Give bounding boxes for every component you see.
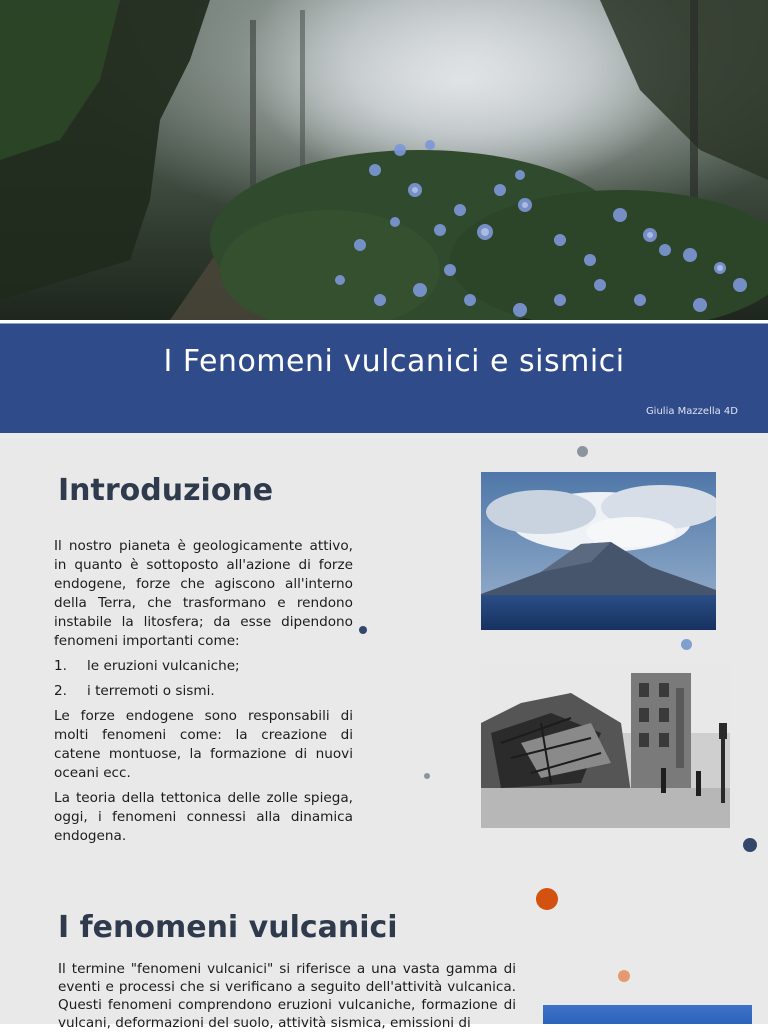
list-item: [54, 657, 353, 676]
decorative-dot: [577, 446, 588, 457]
page-title: I Fenomeni vulcanici e sismici: [163, 344, 625, 379]
decorative-dot: [424, 773, 430, 779]
intro-paragraph-1: Il nostro pianeta è geologicamente attivo, in quanto è sottoposto all'azione di forze endogene, forze che agiscono all'interno della Terra, che trasformano e rendono instabile la litosfera; da esse dipendono fenomeni importanti come:: [54, 538, 353, 649]
list-text: i terremoti o sismi.: [87, 683, 215, 699]
volcanic-heading: I fenomeni vulcanici: [58, 910, 398, 945]
author-name: Giulia Mazzella 4D: [645, 406, 738, 417]
intro-paragraph-3: La teoria della tettonica delle zolle spiega, oggi, i fenomeni connessi alla dinamica endogena.: [54, 790, 353, 844]
decorative-dot: [681, 639, 692, 650]
title-banner: [0, 323, 768, 433]
blue-image-partial: [543, 1005, 752, 1024]
decorative-dot: [536, 888, 558, 910]
list-text: le eruzioni vulcaniche;: [87, 658, 240, 674]
volcano-island-photo: [481, 472, 716, 630]
list-number: 1.: [54, 658, 67, 674]
forest-hydrangea-photo: [0, 0, 768, 320]
list-item: [54, 682, 353, 701]
decorative-dot: [618, 970, 630, 982]
decorative-dot: [743, 838, 757, 852]
volcanic-paragraph: Il termine "fenomeni vulcanici" si riferisce a una vasta gamma di eventi e processi che si verificano a seguito dell'attività vulcanica. Questi fenomeni comprendono eruzioni vulcaniche, formazione di vulcani, deformazioni del suolo, attività sismica, emissioni di: [58, 961, 516, 1031]
decorative-dot: [359, 626, 367, 634]
earthquake-ruins-photo: [481, 663, 730, 828]
intro-heading: Introduzione: [58, 473, 274, 508]
intro-text-block: [54, 537, 353, 852]
intro-paragraph-2: Le forze endogene sono responsabili di molti fenomeni come: la creazione di catene montuose, la formazione di nuovi oceani ecc.: [54, 708, 353, 781]
list-number: 2.: [54, 683, 67, 699]
